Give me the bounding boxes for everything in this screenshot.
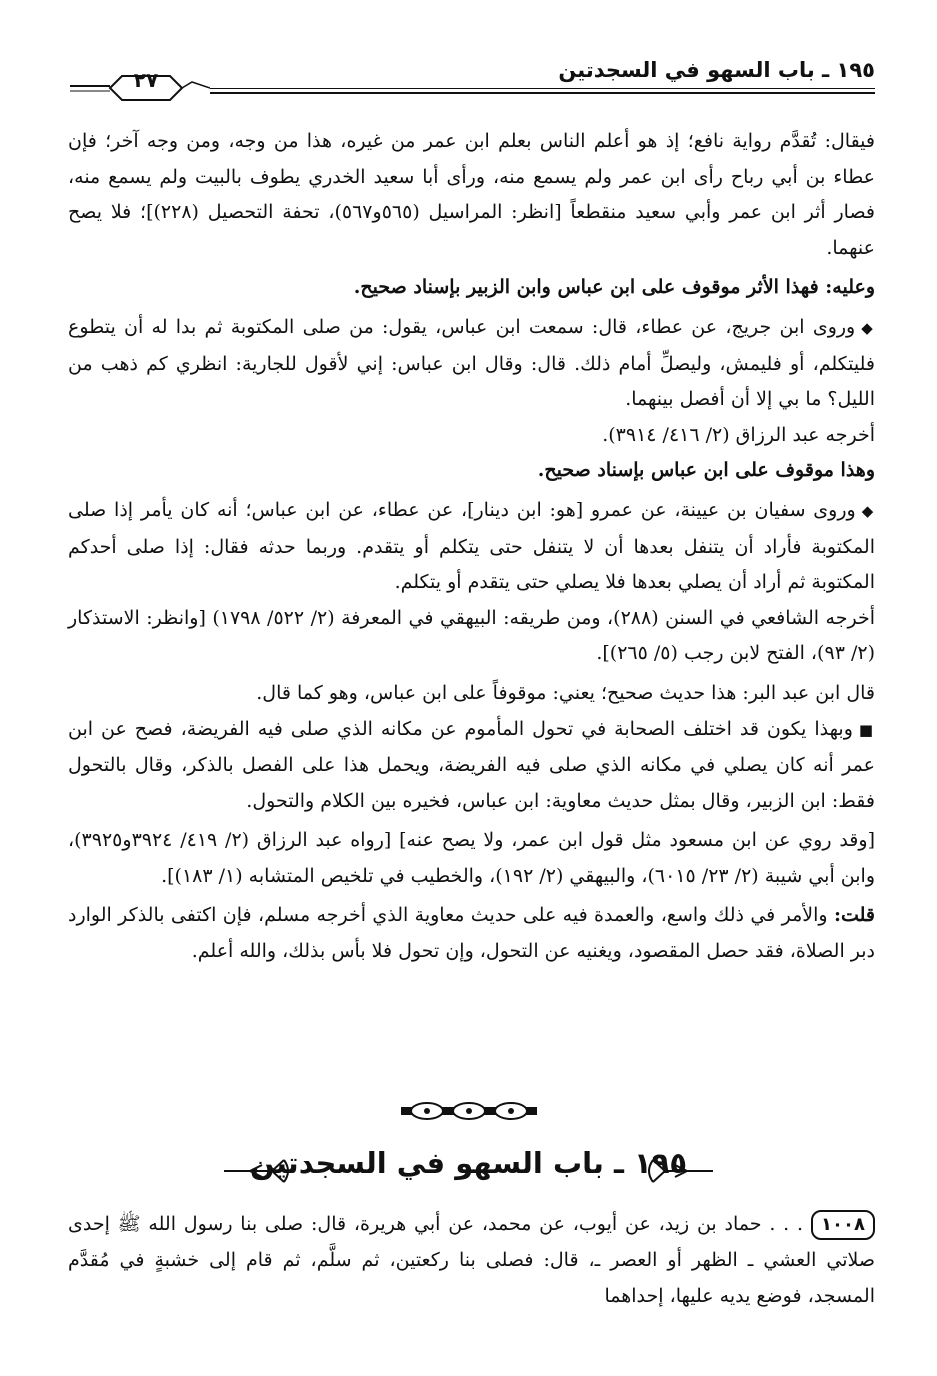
- main-text: [68, 124, 875, 970]
- paragraph-2: [68, 270, 875, 306]
- paragraph-5-bold: وهذا موقوف على ابن عباس بإسناد صحيح.: [537, 459, 875, 482]
- page-number: ٢٧: [133, 68, 159, 92]
- paragraph-10-text: [وقد روي عن ابن مسعود مثل قول ابن عمر، ولا يصح عنه] [رواه عبد الرزاق (٢/ ٤١٩/ ٣٩٢٤و٣٩٢٥)، وابن أبي شيبة (٢/ ٢٣/ ٦٠١٥)، والبيهقي (٢/ ١٩٢)، والخطيب في تلخيص المتشابه (١/ ١٨٣)].: [68, 829, 875, 887]
- page-number-ornament: [70, 62, 210, 102]
- paragraph-5: [68, 453, 875, 489]
- section-divider: [0, 1100, 937, 1124]
- paragraph-marker: ■: [858, 720, 875, 739]
- paragraph-6: [68, 493, 875, 601]
- divider-ornament-icon: [399, 1100, 539, 1122]
- running-title: ١٩٥ ـ باب السهو في السجدتين: [558, 58, 875, 82]
- header-rule-thin: [210, 88, 875, 89]
- paragraph-11: [68, 898, 875, 969]
- paragraph-10: [68, 823, 875, 894]
- paragraph-3-text: وروى ابن جريج، عن عطاء، قال: سمعت ابن عباس، يقول: من صلى المكتوبة ثم بدا له أن يتطوع فليتكلم، أو فليمش، وليصلِّ أمام ذلك. قال: وقال ابن عباس: إني لأقول للجارية: انظري كم ذهب من الليل؟ ما بي إلا أن أفصل بينهما.: [68, 315, 875, 411]
- paragraph-4-text: أخرجه عبد الرزاق (٢/ ٤١٦/ ٣٩١٤).: [602, 423, 875, 446]
- paragraph-1-text: فيقال: تُقدَّم رواية نافع؛ إذ هو أعلم الناس بعلم ابن عمر من غيره، هذا من وجه، ومن وجه آخر؛ فإن عطاء بن أبي رباح رأى ابن عمر ولم يسمع منه، ورأى أبا سعيد الخدري يطوف بالبيت ولم يسمع منه، فصار أثر ابن عمر وأبي سعيد منقطعاً [انظر: المراسيل (٥٦٥و٥٦٧)، تحفة التحصيل (٢٢٨)]؛ فلا يصح عنهما.: [68, 130, 876, 259]
- chapter-heading: [62, 1140, 875, 1200]
- header-rule-thick: [210, 92, 875, 94]
- paragraph-6-text: وروى سفيان بن عيينة، عن عمرو [هو: ابن دينار]، عن عطاء، عن ابن عباس؛ أنه كان يأمر إذا صلى المكتوبة فأراد أن يتنفل بعدها أن لا يتنفل حتى يتكلم أو يتقدم. وربما حدثه فقال: إذا صلى أحدكم المكتوبة ثم أراد أن يصلي بعدها فلا يصلي حتى يتقدم أو يتكلم.: [68, 498, 875, 594]
- hadith-entry: [68, 1206, 875, 1314]
- paragraph-8-text: قال ابن عبد البر: هذا حديث صحيح؛ يعني: موقوفاً على ابن عباس، وهو كما قال.: [256, 681, 875, 704]
- paragraph-7-text: أخرجه الشافعي في السنن (٢٨٨)، ومن طريقه: البيهقي في المعرفة (٢/ ٥٢٢/ ١٧٩٨) [وانظر: الاستذكار (٢/ ٩٣)، الفتح لابن رجب (٥/ ٢٦٥)].: [68, 606, 875, 665]
- paragraph-1: [68, 124, 875, 266]
- paragraph-3: [68, 310, 875, 418]
- paragraph-marker: ◆: [861, 318, 875, 337]
- paragraph-11-bold: قلت:: [833, 904, 875, 927]
- paragraph-4: [68, 418, 875, 454]
- paragraph-9-text: وبهذا يكون قد اختلف الصحابة في تحول المأموم عن مكانه الذي صلى فيه الفريضة، فصح عن ابن عمر أنه كان يصلي في مكانه الذي صلى فيه الفريضة، ويحمل هذا على الفصل بالذكر، وقال بالتحول فقط: ابن الزبير، وقال بمثل حديث معاوية: ابن عباس، فخيره بين الكلام والتحول.: [68, 717, 875, 812]
- paragraph-8: [68, 676, 875, 712]
- chapter-title: ١٩٥ ـ باب السهو في السجدتين: [249, 1146, 688, 1180]
- hadith-text: . . . حماد بن زيد، عن أيوب، عن محمد، عن أبي هريرة، قال: صلى بنا رسول الله ﷺ إحدى صلاتي العشي ـ الظهر أو العصر ـ، قال: فصلى بنا ركعتين، ثم سلَّم، ثم قام إلى خشبةٍ في مُقدَّم المسجد، فوضع يديه عليها، إحداهما: [68, 1213, 875, 1307]
- hadith-number-badge: ١٠٠٨: [811, 1210, 875, 1240]
- paragraph-7: [68, 601, 875, 672]
- paragraph-2-bold: وعليه: فهذا الأثر موقوف على ابن عباس وابن الزبير بإسناد صحيح.: [353, 276, 875, 299]
- hadith-paragraph: [68, 1206, 875, 1314]
- paragraph-marker: ◆: [861, 501, 876, 520]
- paragraph-9: [68, 712, 875, 820]
- paragraph-11-text: والأمر في ذلك واسع، والعمدة فيه على حديث معاوية الذي أخرجه مسلم، فإن اكتفى بالذكر الوارد دبر الصلاة، فقد حصل المقصود، ويغنيه عن التحول، وإن تحول فلا بأس بذلك، والله أعلم.: [68, 904, 875, 963]
- running-header: [70, 52, 875, 98]
